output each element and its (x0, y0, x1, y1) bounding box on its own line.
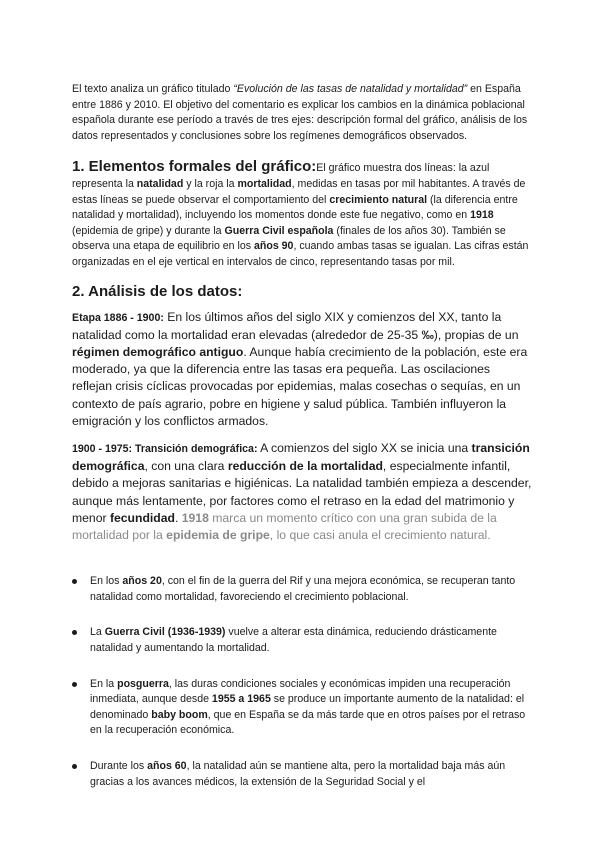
text: y la roja la (183, 177, 238, 190)
bold-text: baby boom (151, 708, 208, 721)
text: (epidemia de gripe) y durante la (72, 224, 225, 237)
text: vuelve a alterar esta dinámica, reduciendo drásticamente natalidad y aumentando la mortalidad. (90, 626, 497, 654)
text: (la diferencia entre natalidad y mortalidad), incluyendo los momentos donde este fue negativo, como en (72, 193, 518, 222)
bullet-list (72, 574, 532, 790)
intro-text: en España entre 1886 y 2010. El objetivo del comentario es explicar los cambios en la dinámica poblacional española durante ese período a través de tres ejes: descripción formal del gráfico, análisis de los datos representados y conclusiones sobre los regímenes demográficos observados. (72, 83, 528, 142)
text: , la natalidad aún se mantiene alta, pero la mortalidad baja más aún gracias a los avances médicos, la extensión de la Seguridad Social y el (90, 759, 506, 788)
section2-heading: 2. Análisis de los datos: (72, 282, 243, 300)
intro-text: El texto analiza un gráfico titulado (72, 83, 234, 95)
text: . (174, 510, 182, 525)
bold-text: Guerra Civil (1936-1939) (104, 626, 226, 639)
text: En los últimos años del siglo XIX y comienzos del XX, tanto la natalidad como la mortalidad eran elevadas (alrededor de 25-35 (72, 309, 502, 342)
text: , especialmente infantil, debido a mejoras sanitarias e higiénicas. La natalidad también empieza a descender, aunque más lentamente, por factores como el retraso en la edad del matrimonio y menor (72, 459, 532, 525)
bold-text: crecimiento natural (329, 193, 428, 206)
bold-text: 1955 a 1965 (211, 693, 271, 706)
bold-text: años 20 (122, 575, 162, 588)
bullet-icon (72, 682, 77, 687)
text: , con el fin de la guerra del Rif y una mejora económica, se recuperan tanto natalidad como mortalidad, favoreciendo el crecimiento poblacional. (90, 575, 516, 603)
section1-heading: 1. Elementos formales del gráfico: (72, 158, 317, 176)
text: . Aunque había crecimiento de la población, este era moderado, ya que la diferencia entre las tasas era pequeña. Las oscilaciones reflejan crisis cíclicas provocadas por epidemias, malas cosechas o sequías, en un contexto de país agrario, pobre en higiene y salud pública. También influyeron la emigración y los conflictos armados. (72, 344, 528, 428)
text: Durante los (90, 759, 148, 772)
text: A comienzos del siglo XX se inicia una (257, 440, 472, 455)
bold-text: 1918 (470, 209, 494, 222)
text: , medidas en tasas por mil habitantes. A través de estas líneas se puede observar el comportamiento del (72, 177, 526, 206)
list-item (72, 625, 532, 656)
list-item (72, 759, 532, 790)
bullet-icon (72, 630, 77, 635)
bold-text: ‰ (421, 327, 434, 342)
text: ), propias de un (433, 327, 519, 342)
bold-text: régimen demográfico antiguo (72, 344, 244, 359)
text: La (90, 626, 105, 639)
bold-text: fecundidad (109, 510, 175, 525)
bullet-icon (72, 764, 77, 769)
bold-text: Guerra Civil española (224, 224, 334, 237)
text: El gráfico muestra dos líneas: la azul representa la (72, 162, 490, 190)
section1-paragraph (72, 159, 532, 270)
bold-text: mortalidad (237, 177, 292, 190)
bold-text: años 90 (254, 240, 294, 253)
text: En los (90, 575, 123, 588)
list-item (72, 574, 532, 605)
bold-text: posguerra (117, 677, 169, 690)
bullet-icon (72, 579, 77, 584)
intro-paragraph (72, 82, 532, 144)
bold-text: reducción de la mortalidad (227, 459, 383, 474)
list-item (72, 677, 532, 739)
document-page (72, 82, 532, 790)
text: , con una clara (144, 459, 228, 474)
text: se produce un importante aumento de la natalidad: el denominado (90, 693, 525, 721)
text: , que en España se da más tarde que en otros países por el retraso en la recuperación económica. (90, 708, 526, 737)
text: En la (90, 677, 118, 690)
bold-text: años 60 (147, 759, 187, 772)
text: (finales de los años 30). También se observa una etapa de equilibrio en los (72, 224, 506, 253)
stage-1886-1900-paragraph (72, 309, 532, 430)
gray-text: , lo que casi anula el crecimiento natural. (269, 527, 491, 542)
stage-1900-1975-paragraph (72, 440, 532, 544)
gray-text: marca un momento crítico con una gran subida de la mortalidad por la (72, 510, 497, 542)
chart-title-quote: “Evolución de las tasas de natalidad y mortalidad” (233, 83, 468, 95)
stage-label: 1900 - 1975: Transición demográfica: (72, 442, 258, 455)
text: , cuando ambas tasas se igualan. Las cifras están organizadas en el eje vertical en intervalos de cinco, representando tasas por mil. (72, 240, 529, 268)
stage-label: Etapa 1886 - 1900: (72, 311, 164, 324)
gray-bold-text: epidemia de gripe (166, 527, 270, 542)
bold-text: transición demográfica (72, 440, 530, 474)
gray-bold-text: 1918 (181, 510, 209, 525)
text: , las duras condiciones sociales y económicas impiden una recuperación inmediata, aunque desde (90, 677, 511, 706)
bold-text: natalidad (136, 177, 184, 190)
